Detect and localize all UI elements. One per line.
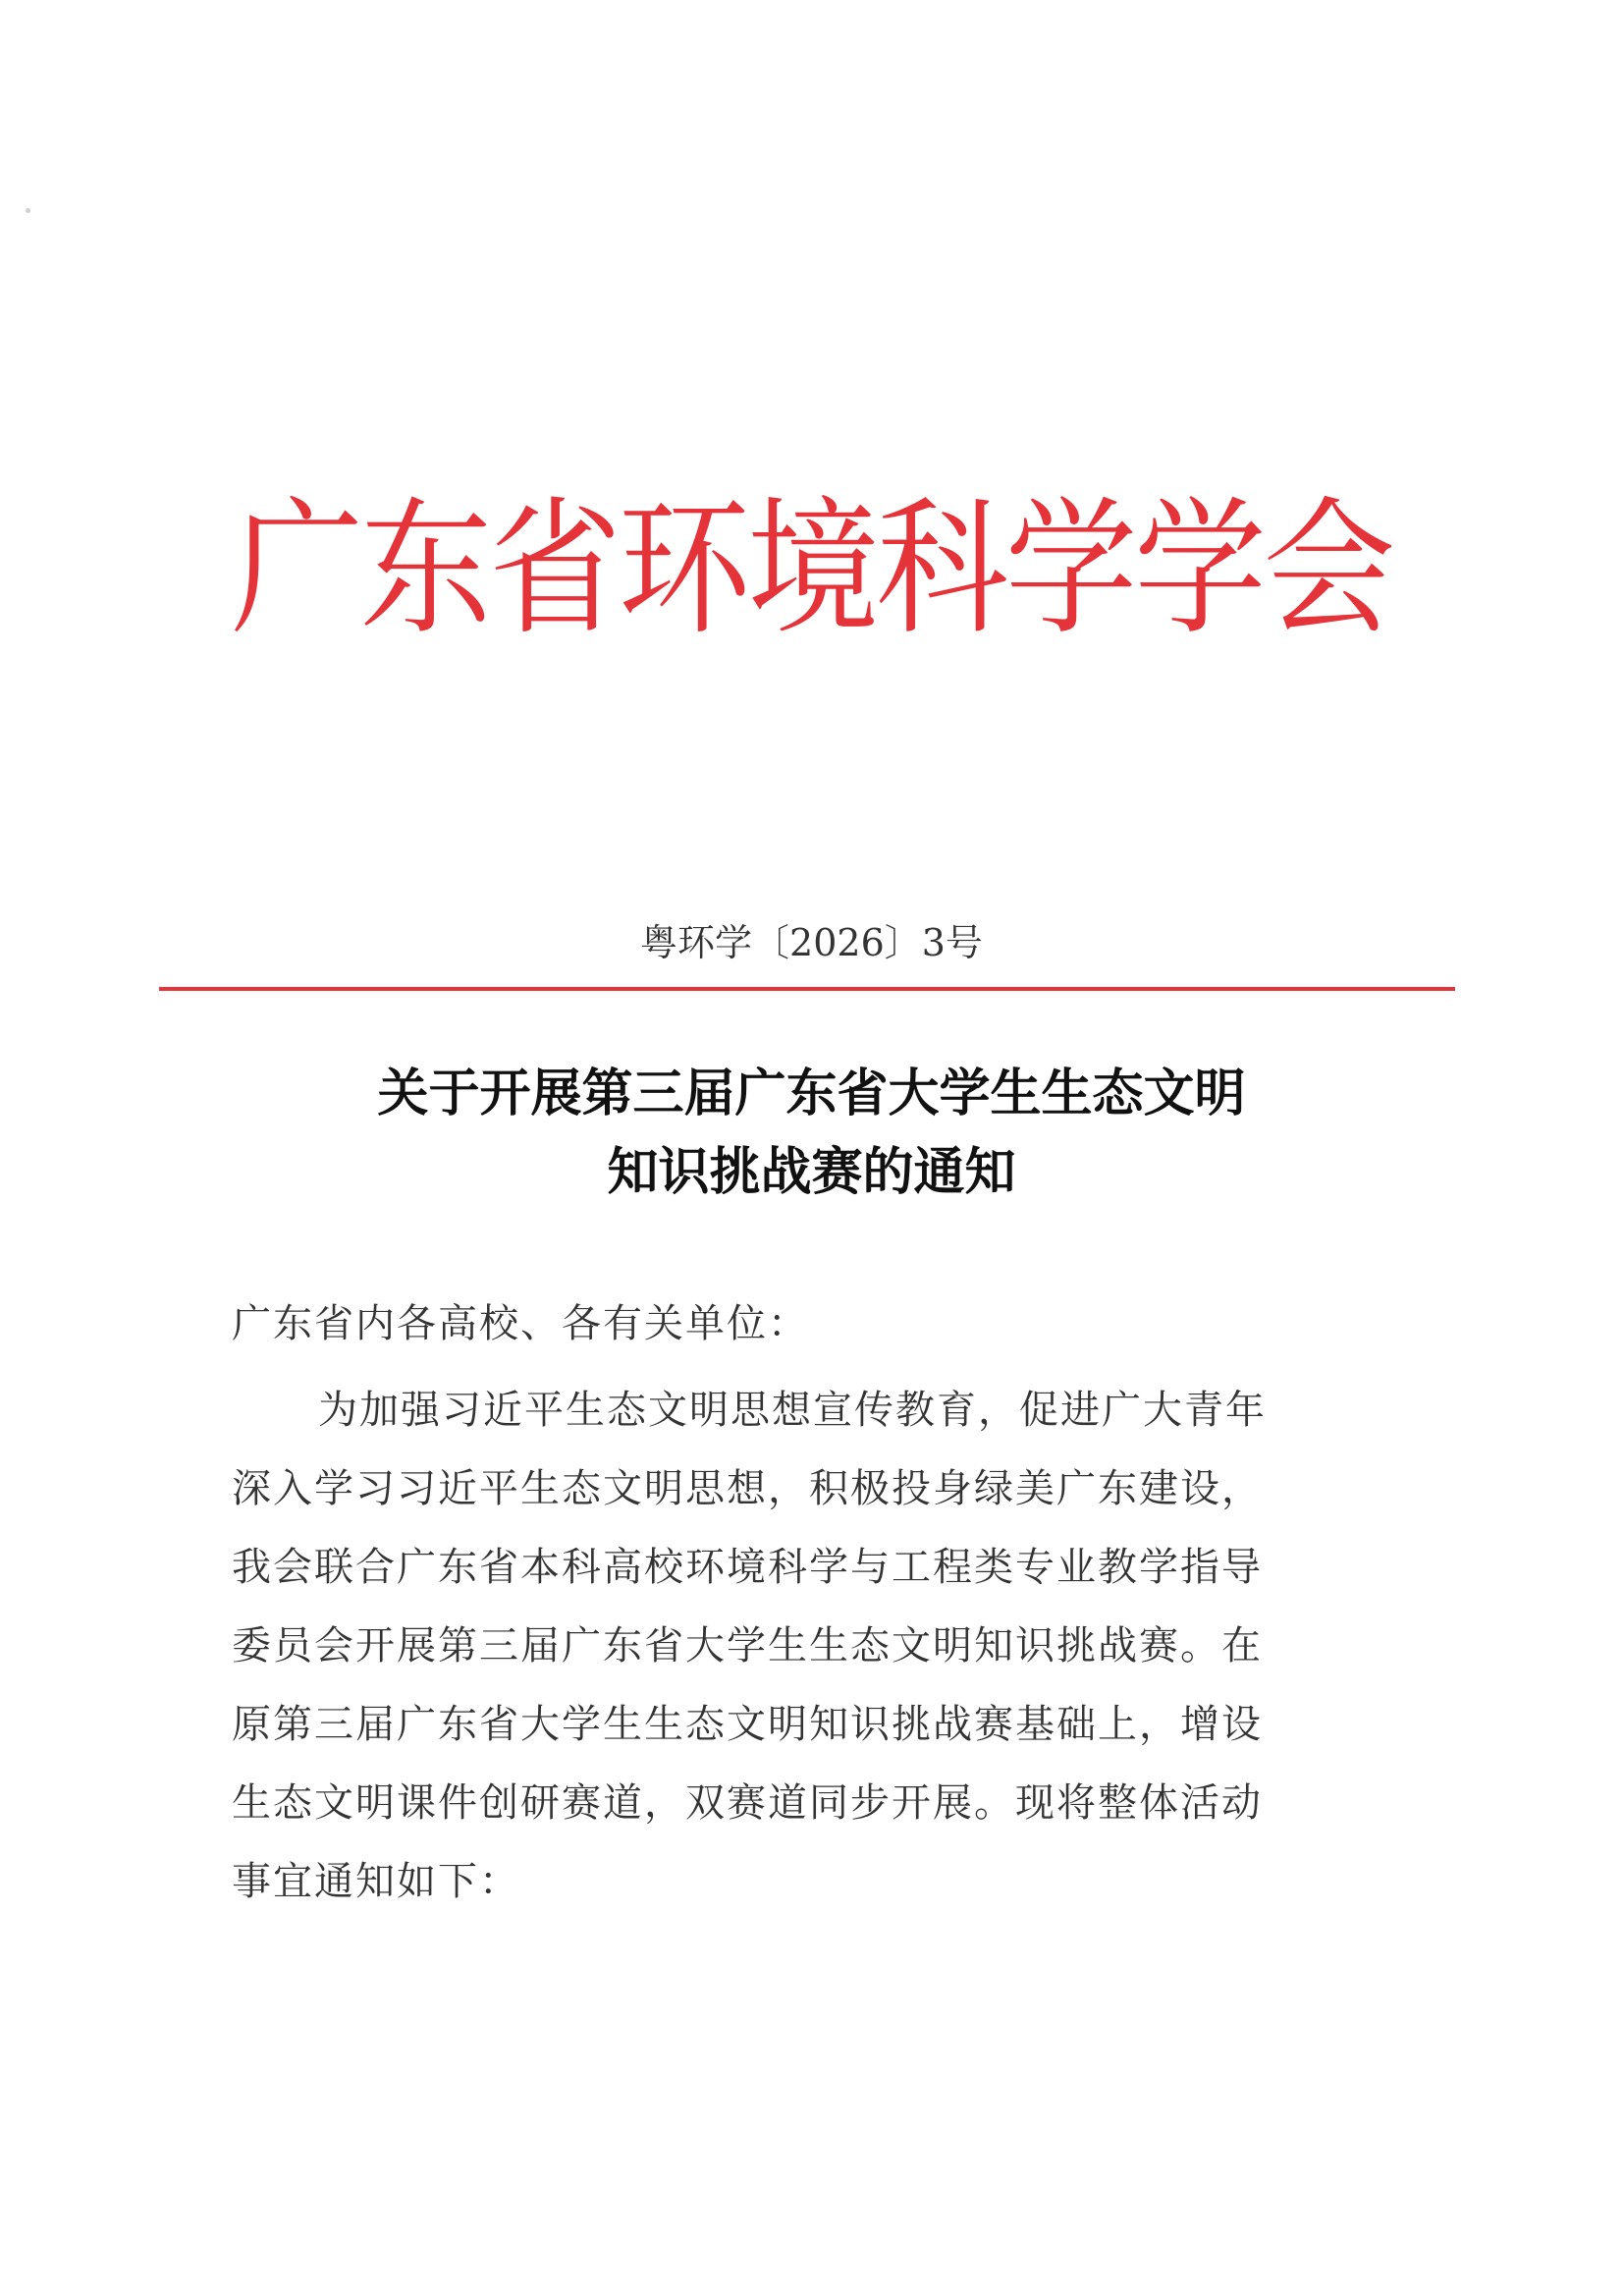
body-line: 生态文明课件创研赛道，双赛道同步开展。现将整体活动 [232, 1780, 1263, 1826]
title-line-1: 关于开展第三届广东省大学生生态文明 [377, 1065, 1246, 1123]
scan-speck [26, 208, 30, 213]
body-line: 我会联合广东省本科高校环境科学与工程类专业教学指导 [232, 1545, 1263, 1590]
document-number: 粤环学〔2026〕3号 [640, 921, 983, 964]
body-line: 原第三届广东省大学生生态文明知识挑战赛基础上，增设 [232, 1702, 1263, 1747]
body-line: 为加强习近平生态文明思想宣传教育，促进广大青年 [318, 1388, 1267, 1433]
title-line-2: 知识挑战赛的通知 [607, 1143, 1016, 1202]
organization-letterhead: 广东省环境科学学会 [231, 484, 1392, 655]
body-line: 事宜通知如下： [232, 1859, 520, 1904]
salutation: 广东省内各高校、各有关单位： [232, 1301, 809, 1346]
body-line: 深入学习习近平生态文明思想，积极投身绿美广东建设， [232, 1466, 1263, 1511]
red-divider-line [159, 987, 1455, 991]
body-line: 委员会开展第三届广东省大学生生态文明知识挑战赛。在 [232, 1623, 1263, 1668]
body-paragraph [232, 1371, 1390, 1921]
document-title [0, 1055, 1623, 1212]
